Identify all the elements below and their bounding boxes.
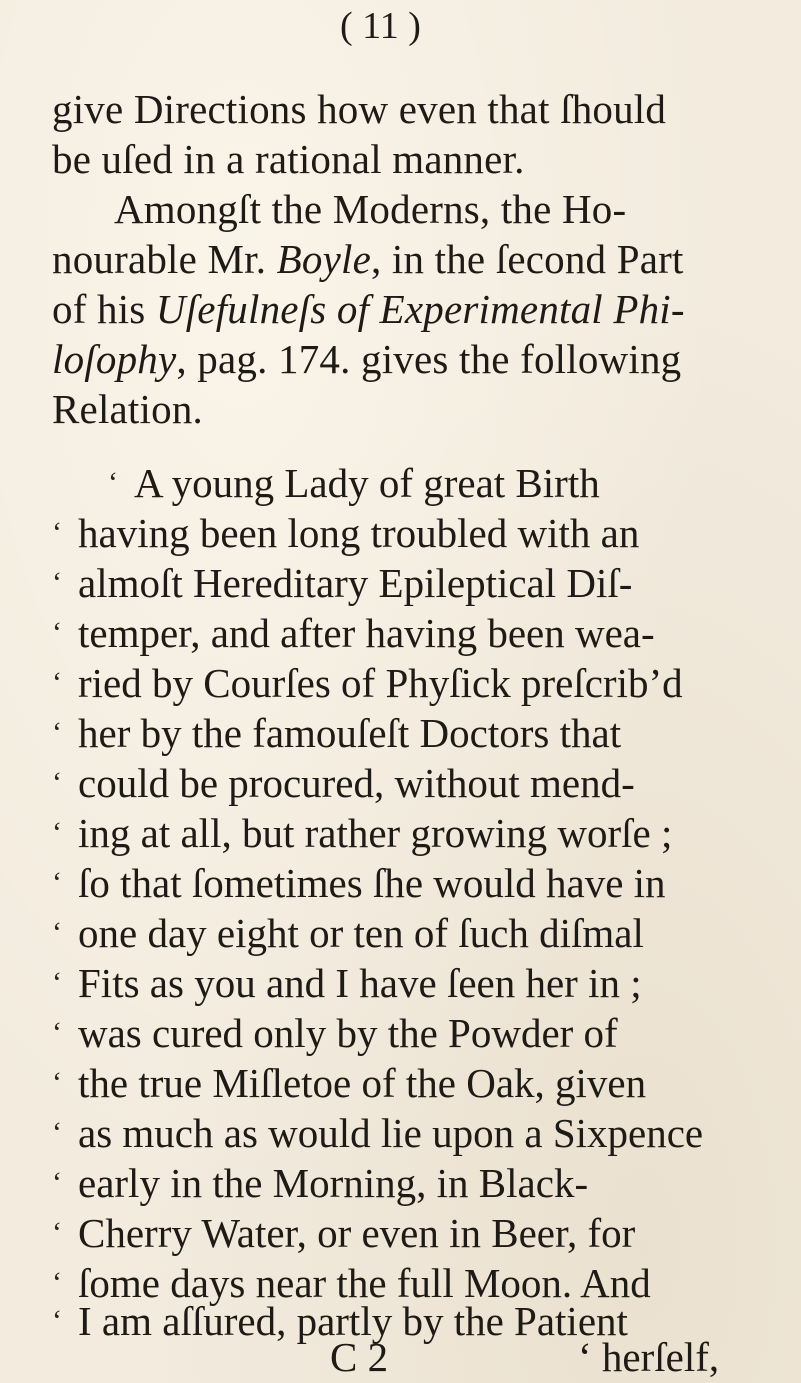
- quote-line: ing at all, but rather growing worſe ;: [78, 810, 673, 856]
- quote-mark: ‘: [52, 516, 62, 549]
- quote-mark: ‘: [52, 866, 62, 899]
- quote-line: A young Lady of great Birth: [134, 460, 600, 506]
- author-name: Boyle: [276, 236, 371, 282]
- quote-line: ried by Courſes of Phyſick preſcrib’d: [78, 660, 683, 706]
- page-number: ( 11 ): [340, 5, 421, 47]
- quote-line: her by the famouſeſt Doctors that: [78, 710, 622, 756]
- text-line: [52, 234, 684, 284]
- quote-mark: ‘: [52, 1016, 62, 1049]
- quote-line: temper, and after having been wea-: [78, 610, 655, 656]
- text-line: [52, 284, 685, 334]
- quote-line: ſome days near the full Moon. And: [78, 1260, 651, 1306]
- text-span: , in the ſecond Part: [370, 236, 684, 282]
- quote-mark: ‘: [52, 716, 62, 749]
- signature-mark: C 2: [330, 1334, 389, 1380]
- catchword: ‘ herſelf,: [578, 1334, 720, 1380]
- quote-line: almoſt Hereditary Epileptical Diſ-: [78, 560, 633, 606]
- text-span: , pag. 174. gives the following: [176, 336, 682, 382]
- quote-line: Cherry Water, or even in Beer, for: [78, 1210, 636, 1256]
- quote-mark: ‘: [52, 1216, 62, 1249]
- quote-line: as much as would lie upon a Sixpence: [78, 1110, 704, 1156]
- quote-line: was cured only by the Powder of: [78, 1010, 618, 1056]
- quote-mark: ‘: [52, 1116, 62, 1149]
- quote-line: one day eight or ten of ſuch diſmal: [78, 910, 644, 956]
- quote-mark: ‘: [52, 1166, 62, 1199]
- quote-line: could be procured, without mend-: [78, 760, 635, 806]
- quote-line: I am aſſured, partly by the Patient: [78, 1298, 628, 1344]
- quote-line: ſo that ſometimes ſhe would have in: [78, 860, 666, 906]
- book-title: loſophy: [52, 336, 177, 382]
- quote-mark: ‘: [52, 916, 62, 949]
- quote-mark: ‘: [52, 566, 62, 599]
- text-line: give Directions how even that ſhould: [52, 86, 667, 132]
- quote-mark: ‘: [52, 1066, 62, 1099]
- quote-mark: ‘: [52, 816, 62, 849]
- quote-mark: ‘: [52, 666, 62, 699]
- quote-line: early in the Morning, in Black-: [78, 1160, 589, 1206]
- quote-mark: ‘: [52, 616, 62, 649]
- quote-line: the true Miſletoe of the Oak, given: [78, 1060, 647, 1106]
- quote-mark: ‘: [52, 1304, 62, 1337]
- quote-line: Fits as you and I have ſeen her in ;: [78, 960, 642, 1006]
- quote-mark: ‘: [52, 1266, 62, 1299]
- text-span: nourable Mr.: [52, 236, 277, 282]
- text-line: be uſed in a rational manner.: [52, 136, 525, 182]
- text-line: Relation.: [52, 386, 203, 432]
- quote-mark: ‘: [52, 966, 62, 999]
- quote-mark: ‘: [52, 766, 62, 799]
- quote-line: having been long troubled with an: [78, 510, 640, 556]
- quote-mark: ‘: [108, 466, 118, 499]
- book-title: Uſefulneſs of Experimental Phi-: [155, 286, 685, 332]
- text-span: of his: [52, 286, 156, 332]
- text-line: Amongſt the Moderns, the Ho-: [114, 186, 627, 232]
- text-line: [52, 334, 681, 384]
